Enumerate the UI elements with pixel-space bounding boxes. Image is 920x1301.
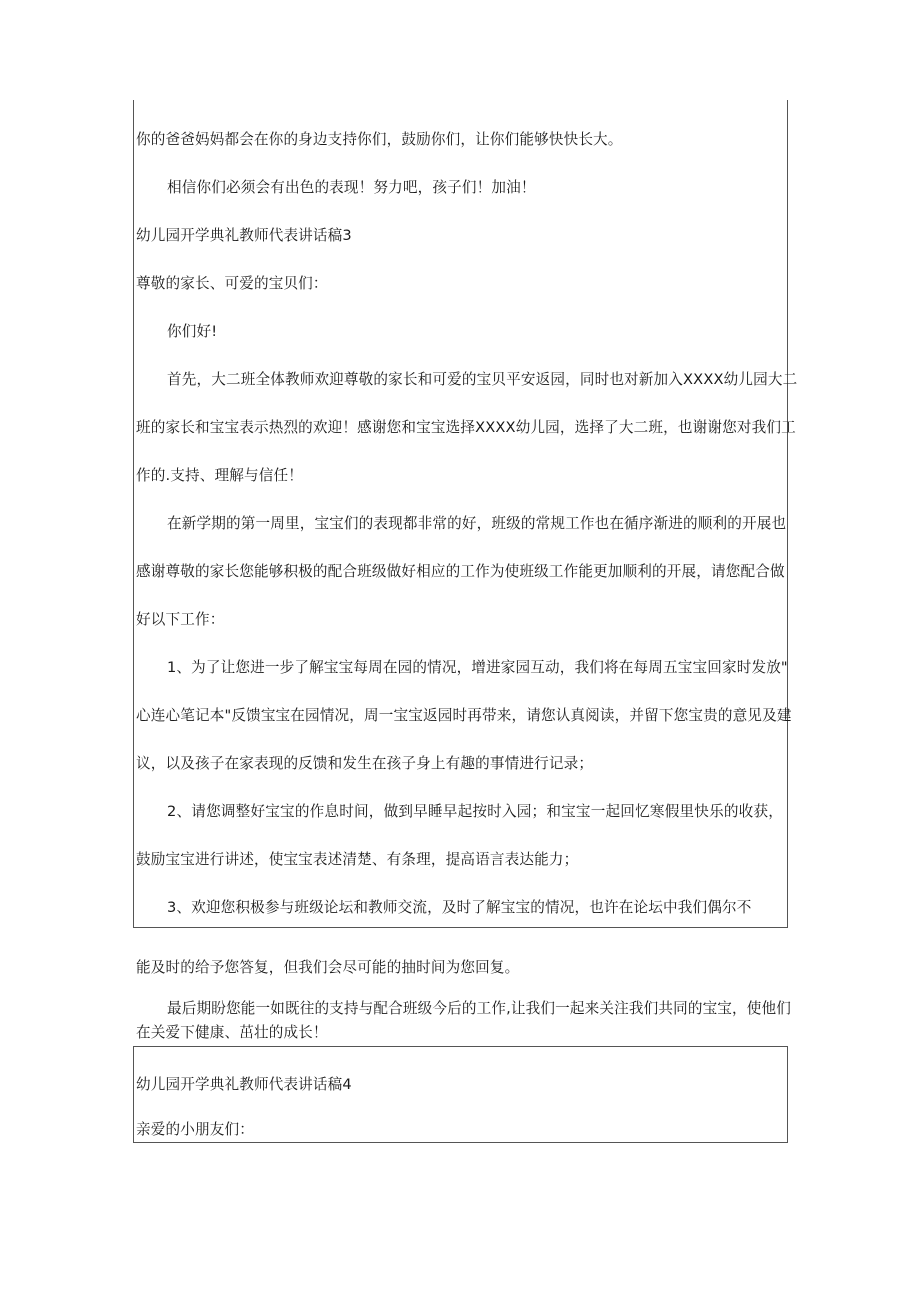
paragraph-line: 能及时的给予您答复，但我们会尽可能的抽时间为您回复。: [136, 959, 520, 976]
list-item-line: 1、为了让您进一步了解宝宝每周在园的情况，增进家园互动，我们将在每周五宝宝回家时发放": [167, 659, 788, 676]
list-item-line: 鼓励宝宝进行讲述，使宝宝表述清楚、有条理，提高语言表达能力；: [136, 851, 579, 868]
list-item-line: 2、请您调整好宝宝的作息时间，做到早睡早起按时入园；和宝宝一起回忆寒假里快乐的收获，: [167, 803, 783, 820]
salutation: 尊敬的家长、可爱的宝贝们：: [136, 275, 328, 292]
paragraph-line: 好以下工作：: [136, 611, 225, 628]
list-item-line: 心连心笔记本"反馈宝宝在园情况，周一宝宝返园时再带来，请您认真阅读，并留下您宝贵的意见及建: [136, 707, 792, 724]
paragraph-line: 感谢尊敬的家长您能够积极的配合班级做好相应的工作为使班级工作能更加顺利的开展，请您配合做: [136, 563, 785, 580]
greeting: 你们好!: [167, 323, 218, 340]
section-heading: 幼儿园开学典礼教师代表讲话稿4: [136, 1076, 352, 1093]
list-item-line: 议，以及孩子在家表现的反馈和发生在孩子身上有趣的事情进行记录；: [136, 755, 594, 772]
section-heading: 幼儿园开学典礼教师代表讲话稿3: [136, 227, 352, 244]
paragraph-line: 班的家长和宝宝表示热烈的欢迎！感谢您和宝宝选择XXXX幼儿园，选择了大二班，也谢谢您对我们工: [136, 419, 796, 436]
paragraph-line: 你的爸爸妈妈都会在你的身边支持你们，鼓励你们，让你们能够快快长大。: [136, 131, 623, 148]
paragraph-line: 作的.支持、理解与信任！: [136, 467, 303, 484]
paragraph-line: 首先，大二班全体教师欢迎尊敬的家长和可爱的宝贝平安返园，同时也对新加入XXXX幼儿园大二: [167, 371, 798, 388]
salutation: 亲爱的小朋友们：: [136, 1121, 254, 1138]
paragraph-line: 在关爱下健康、茁壮的成长！: [136, 1024, 328, 1041]
paragraph-line: 相信你们必须会有出色的表现！努力吧，孩子们！加油！: [167, 179, 536, 196]
list-item-line: 3、欢迎您积极参与班级论坛和教师交流，及时了解宝宝的情况，也许在论坛中我们偶尔不: [167, 899, 752, 916]
paragraph-line: 最后期盼您能一如既往的支持与配合班级今后的工作,让我们一起来关注我们共同的宝宝，使他们: [167, 1000, 792, 1017]
paragraph-line: 在新学期的第一周里，宝宝们的表现都非常的好，班级的常规工作也在循序渐进的顺利的开展也: [167, 515, 787, 532]
